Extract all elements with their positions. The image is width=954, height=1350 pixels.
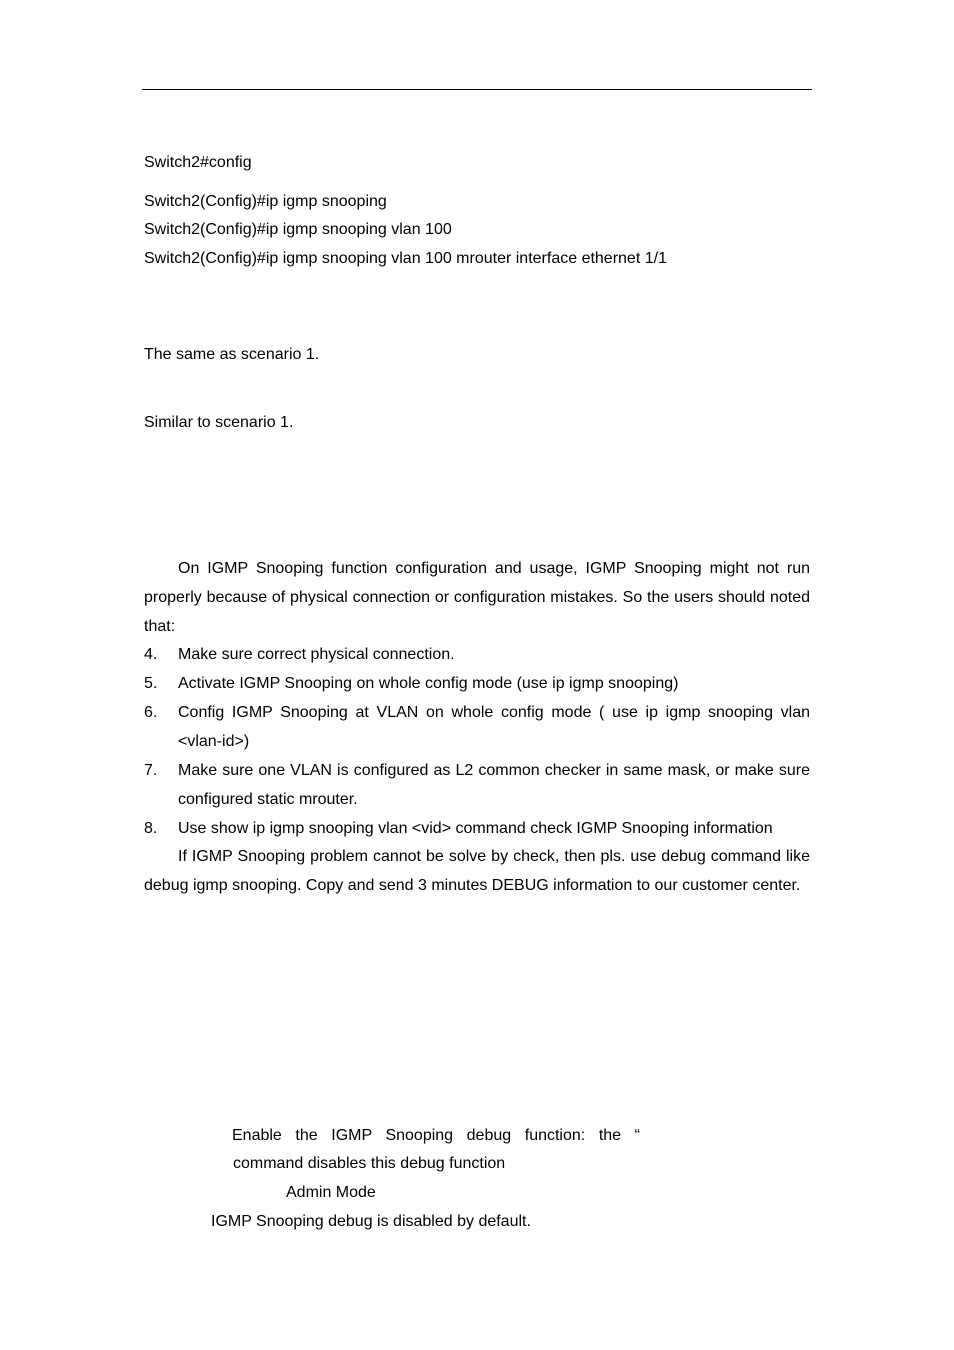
config-command-2: Switch2(Config)#ip igmp snooping [144, 193, 387, 210]
list-item [144, 669, 810, 698]
config-command-1: Switch2#config [144, 154, 252, 171]
intro-paragraph: On IGMP Snooping function configuration and usage, IGMP Snooping might not run properly because of physical connection or configuration mistakes. So the users should noted that: [144, 560, 810, 635]
list-item [144, 814, 810, 843]
list-text: Config IGMP Snooping at VLAN on whole config mode ( use ip igmp snooping vlan <vlan-id>) [178, 704, 810, 750]
list-item [144, 756, 810, 814]
list-number: 5. [144, 675, 158, 692]
config-command-4: Switch2(Config)#ip igmp snooping vlan 100 mrouter interface ethernet 1/1 [144, 250, 667, 267]
similar-to-scenario-text: Similar to scenario 1. [144, 414, 294, 431]
list-text: Make sure one VLAN is configured as L2 common checker in same mask, or make sure configured static mrouter. [178, 762, 810, 808]
list-text: Activate IGMP Snooping on whole config mode (use ip igmp snooping) [178, 675, 679, 692]
closing-paragraph: If IGMP Snooping problem cannot be solve by check, then pls. use debug command like debug igmp snooping. Copy and send 3 minutes DEBUG information to our customer center. [144, 848, 810, 894]
debug-function-line: Enable the IGMP Snooping debug function: the “ [232, 1127, 640, 1144]
list-text: Make sure correct physical connection. [178, 646, 455, 663]
list-number: 6. [144, 704, 158, 721]
debug-command-mode: Admin Mode [286, 1184, 376, 1201]
list-item [144, 698, 810, 756]
debug-function-line-2: command disables this debug function [233, 1155, 506, 1172]
list-text: Use show ip igmp snooping vlan <vid> command check IGMP Snooping information [178, 820, 773, 837]
same-as-scenario-text: The same as scenario 1. [144, 346, 320, 363]
list-number: 7. [144, 762, 158, 779]
header-rule [142, 89, 812, 90]
list-item [144, 640, 810, 669]
debug-function-description [232, 1121, 640, 1150]
debug-default-text: IGMP Snooping debug is disabled by default. [211, 1213, 531, 1230]
list-number: 8. [144, 820, 158, 837]
config-command-3: Switch2(Config)#ip igmp snooping vlan 100 [144, 221, 452, 238]
checklist [144, 640, 810, 843]
list-number: 4. [144, 646, 158, 663]
